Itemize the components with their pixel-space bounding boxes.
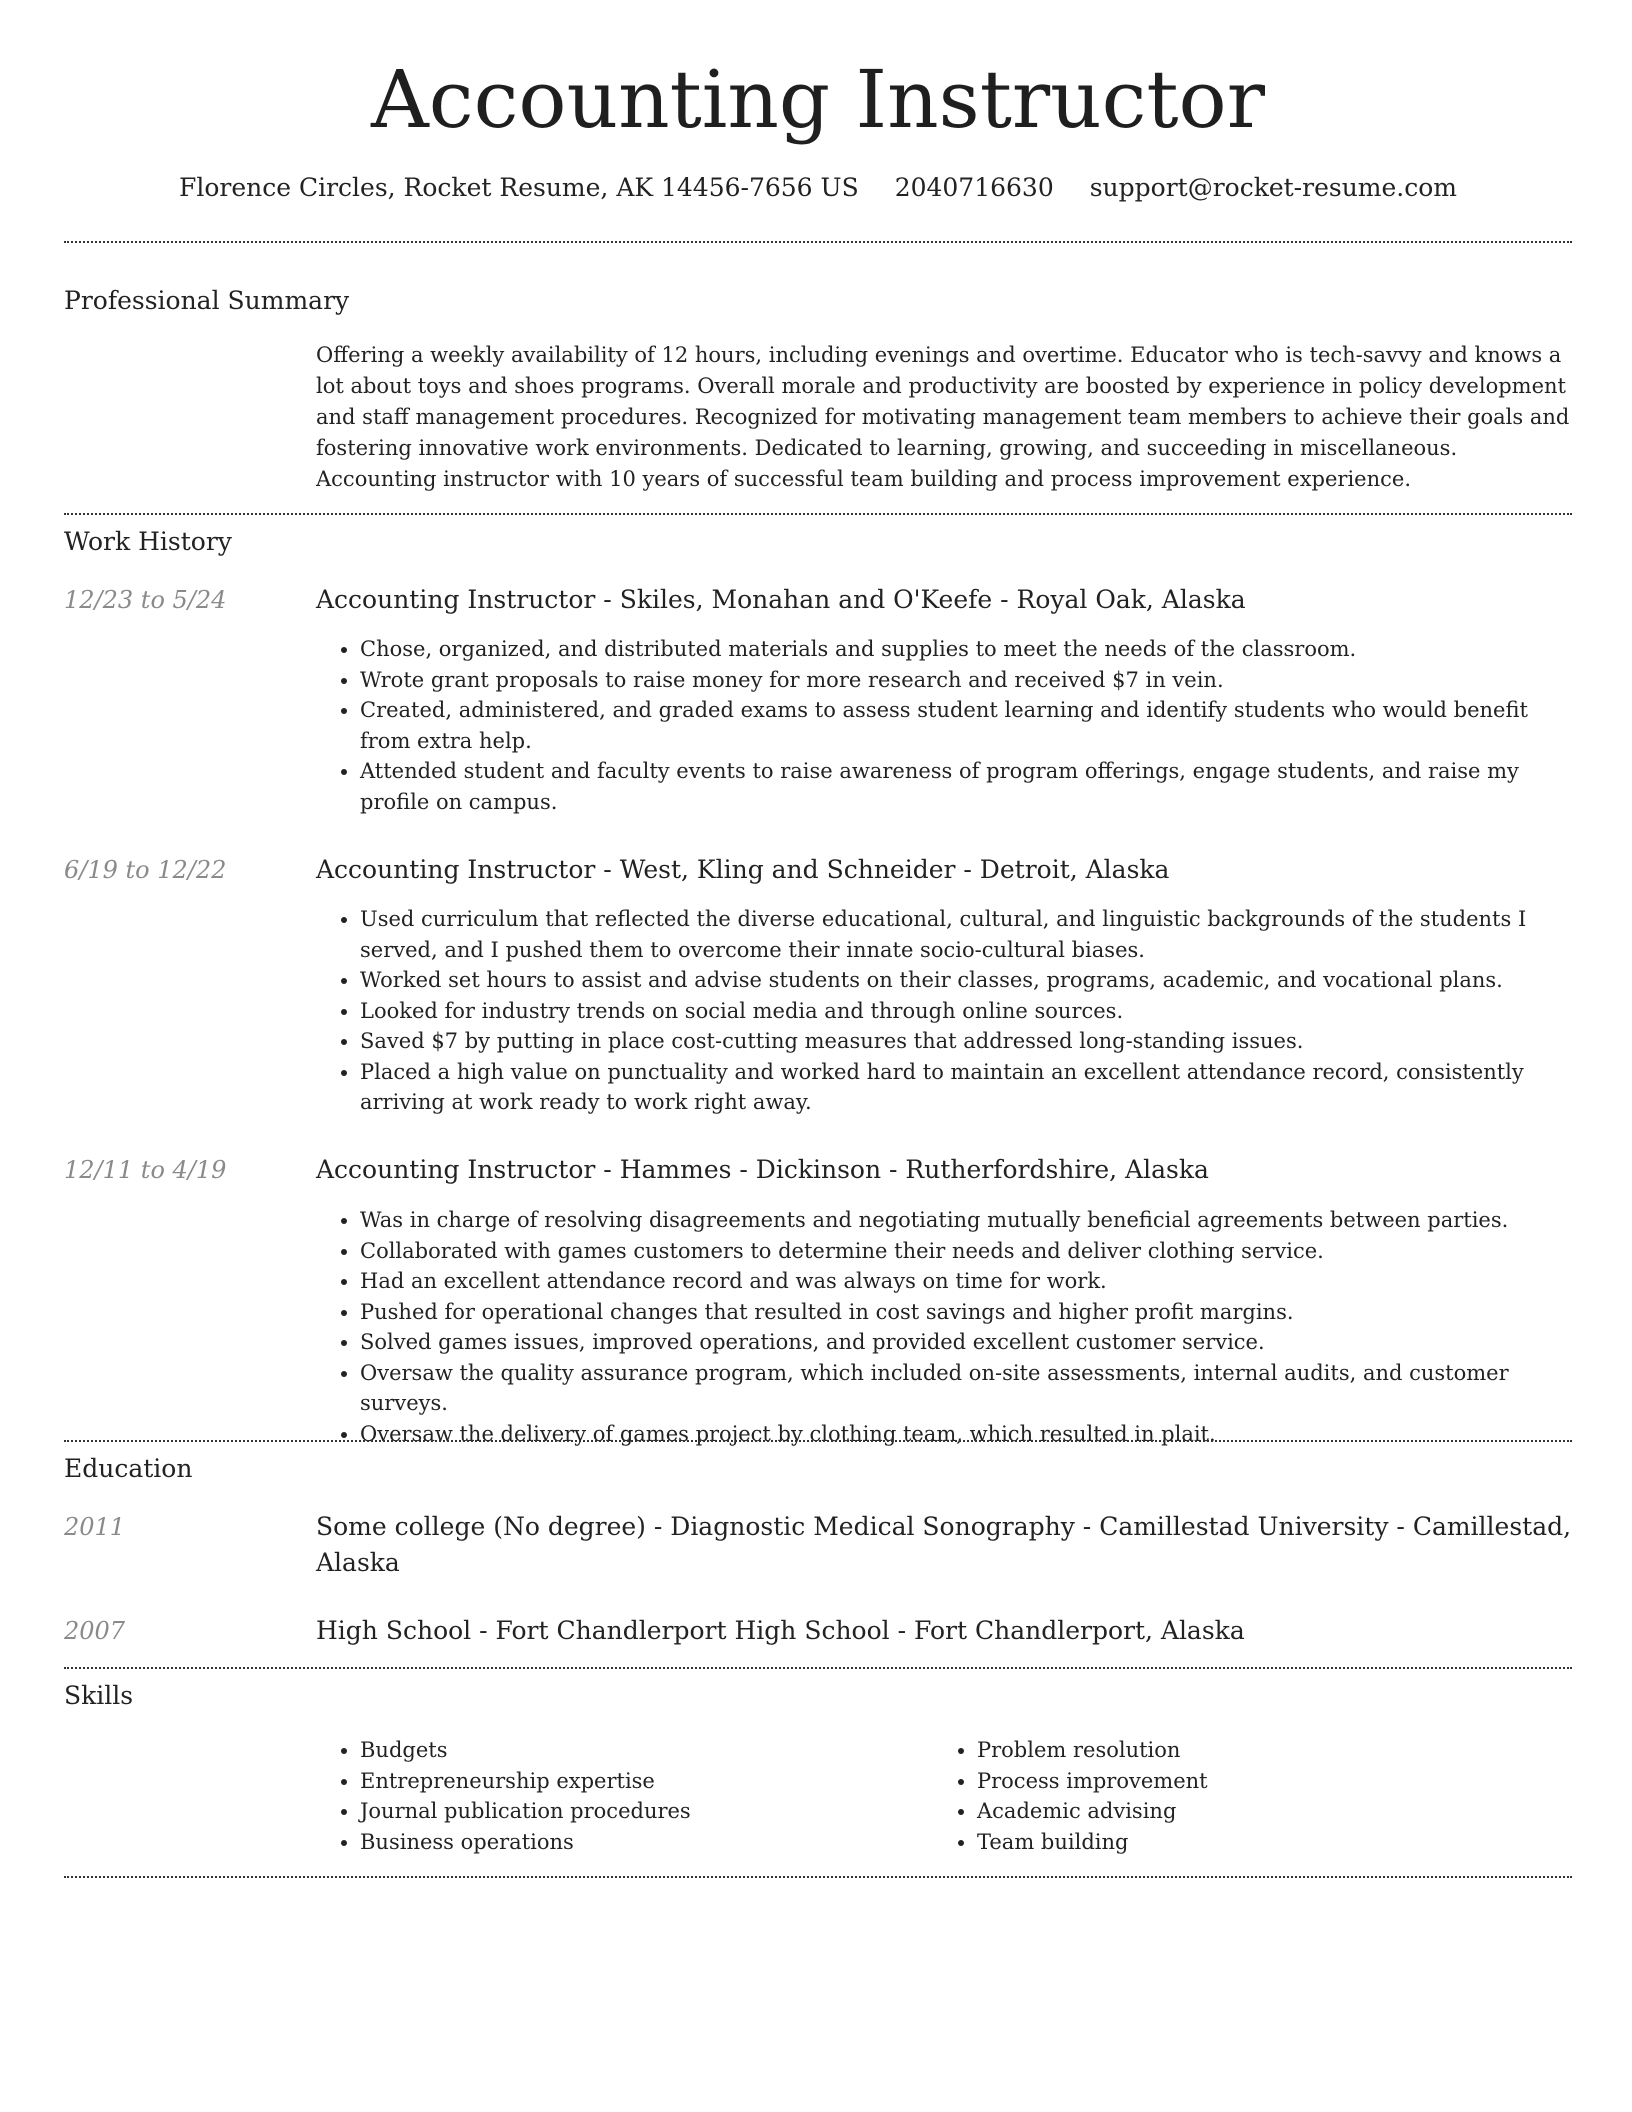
list-item: • Created, administered, and graded exams to assess student learning and identify students who would benefit from extra help.	[360, 695, 1572, 756]
job-bullets	[316, 1205, 1572, 1449]
summary-heading: Professional Summary	[64, 286, 350, 315]
list-item: • Saved $7 by putting in place cost-cutting measures that addressed long-standing issues.	[360, 1026, 1572, 1057]
contact-info	[64, 170, 1572, 206]
skill-item: • Team building	[977, 1827, 1533, 1858]
list-item: • Pushed for operational changes that resulted in cost savings and higher profit margins.	[360, 1297, 1572, 1328]
education-heading: Education	[64, 1454, 193, 1483]
education-title: High School - Fort Chandlerport High School - Fort Chandlerport, Alaska	[316, 1616, 1245, 1645]
job-title: Accounting Instructor - Skiles, Monahan and O'Keefe - Royal Oak, Alaska	[316, 585, 1246, 614]
skill-item: • Problem resolution	[977, 1735, 1533, 1766]
list-item: • Used curriculum that reflected the diverse educational, cultural, and linguistic backgrounds of the students I served, and I pushed them to overcome their innate socio-cultural biases.	[360, 904, 1572, 965]
list-item: • Collaborated with games customers to determine their needs and deliver clothing service.	[360, 1236, 1572, 1267]
education-year: 2011	[64, 1513, 126, 1541]
list-item: • Oversaw the quality assurance program, which included on-site assessments, internal audits, and customer surveys.	[360, 1358, 1572, 1419]
list-item: • Looked for industry trends on social media and through online sources.	[360, 996, 1572, 1027]
list-item: • Had an excellent attendance record and was always on time for work.	[360, 1266, 1572, 1297]
skill-item: • Journal publication procedures	[360, 1796, 916, 1827]
skill-item: • Process improvement	[977, 1766, 1533, 1797]
skill-item: • Budgets	[360, 1735, 916, 1766]
education-year: 2007	[64, 1617, 126, 1645]
skill-item: • Entrepreneurship expertise	[360, 1766, 916, 1797]
skills-heading: Skills	[64, 1681, 134, 1710]
list-item: • Solved games issues, improved operations, and provided excellent customer service.	[360, 1327, 1572, 1358]
contact-address: Florence Circles, Rocket Resume, AK 14456-7656 US	[178, 173, 859, 202]
list-item: • Was in charge of resolving disagreements and negotiating mutually beneficial agreements between parties.	[360, 1205, 1572, 1236]
list-item: • Worked set hours to assist and advise students on their classes, programs, academic, and vocational plans.	[360, 965, 1572, 996]
job-bullets	[316, 904, 1572, 1118]
list-item: • Wrote grant proposals to raise money for more research and received $7 in vein.	[360, 665, 1572, 696]
resume-title: Accounting Instructor	[371, 53, 1265, 146]
list-item: • Oversaw the delivery of games project by clothing team, which resulted in plait.	[360, 1419, 1572, 1450]
job-dates: 12/11 to 4/19	[64, 1156, 227, 1184]
job-dates: 6/19 to 12/22	[64, 856, 227, 884]
contact-email: support@rocket-resume.com	[1089, 173, 1458, 202]
summary-text: Offering a weekly availability of 12 hours, including evenings and overtime. Educator who is tech-savvy and knows a lot about toys and shoes programs. Overall morale and productivity are boosted by experience in policy development and staff management procedures. Recognized for motivating management team members to achieve their goals and fostering innovative work environments. Dedicated to learning, growing, and succeeding in miscellaneous. Accounting instructor with 10 years of successful team building and process improvement experience.	[316, 343, 1570, 491]
skills-list-right	[933, 1735, 1533, 1857]
job-bullets	[316, 634, 1572, 817]
work-history-heading: Work History	[64, 527, 232, 556]
section-divider	[64, 1440, 1572, 1442]
education-title: Some college (No degree) - Diagnostic Medical Sonography - Camillestad University - Camillestad, Alaska	[316, 1512, 1572, 1577]
list-item: • Chose, organized, and distributed materials and supplies to meet the needs of the classroom.	[360, 634, 1572, 665]
skills-list-left	[316, 1735, 916, 1857]
contact-phone: 2040716630	[894, 173, 1054, 202]
job-dates: 12/23 to 5/24	[64, 586, 227, 614]
list-item: • Attended student and faculty events to raise awareness of program offerings, engage students, and raise my profile on campus.	[360, 756, 1572, 817]
job-title: Accounting Instructor - West, Kling and Schneider - Detroit, Alaska	[316, 855, 1170, 884]
list-item: • Placed a high value on punctuality and worked hard to maintain an excellent attendance record, consistently arriving at work ready to work right away.	[360, 1057, 1572, 1118]
job-title: Accounting Instructor - Hammes - Dickinson - Rutherfordshire, Alaska	[316, 1155, 1209, 1184]
skill-item: • Academic advising	[977, 1796, 1533, 1827]
section-divider	[64, 513, 1572, 515]
section-divider	[64, 1667, 1572, 1669]
section-divider	[64, 1876, 1572, 1878]
section-divider	[64, 241, 1572, 243]
skill-item: • Business operations	[360, 1827, 916, 1858]
